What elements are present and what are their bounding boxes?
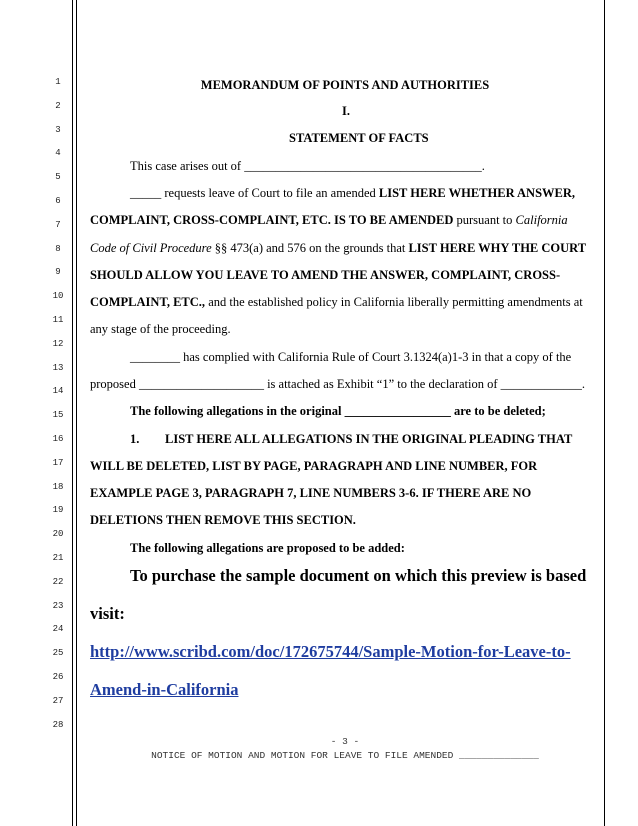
policy-text: and the established policy in California liberally permitting amendments at	[205, 295, 583, 309]
scribd-link-line-1[interactable]: http://www.scribd.com/doc/172675744/Sample-Motion-for-Leave-to-	[90, 642, 571, 661]
line-number: 12	[52, 338, 64, 349]
statute-sections: §§ 473(a) and 576 on the grounds that	[211, 241, 409, 255]
footer-page-number: - 3 -	[330, 736, 360, 747]
line-number: 7	[55, 219, 61, 230]
line-number: 10	[52, 291, 64, 302]
line-number: 9	[55, 267, 61, 278]
section-numeral: I.	[342, 104, 350, 118]
left-margin-rule-outer	[72, 0, 73, 826]
reason-placeholder-end: COMPLAINT, ETC.,	[90, 295, 206, 309]
right-margin-rule	[604, 0, 605, 826]
line-number: 5	[55, 172, 61, 183]
allegation-line-1: LIST HERE ALL ALLEGATIONS IN THE ORIGINAL PLEADING THAT	[165, 432, 573, 446]
section-heading: STATEMENT OF FACTS	[289, 131, 429, 145]
request-text-2: pursuant to	[453, 213, 516, 227]
paragraph-request-line-4: SHOULD ALLOW YOU LEAVE TO AMEND THE ANSWER, COMPLAINT, CROSS-	[90, 268, 561, 282]
line-number: 3	[55, 124, 61, 135]
line-number: 4	[55, 148, 61, 159]
line-number: 23	[52, 600, 64, 611]
line-number: 22	[52, 576, 64, 587]
paragraph-request-line-6: any stage of the proceeding.	[90, 322, 231, 336]
paragraph-request-line-3	[90, 240, 586, 256]
line-number: 25	[52, 648, 64, 659]
line-number: 11	[52, 315, 64, 325]
deleted-heading-text: The following allegations in the original	[130, 404, 345, 418]
code-citation-end: Code of Civil Procedure	[90, 241, 212, 255]
memo-title: MEMORANDUM OF POINTS AND AUTHORITIES	[200, 78, 490, 92]
paragraph-request-line-5	[90, 294, 583, 310]
line-number: 6	[55, 196, 61, 206]
line-number: 18	[52, 481, 64, 492]
left-margin-rule-inner	[76, 0, 77, 826]
line-number: 21	[52, 553, 64, 563]
allegation-line-2: WILL BE DELETED, LIST BY PAGE, PARAGRAPH AND LINE NUMBER, FOR	[90, 459, 538, 473]
paragraph-request-line-2	[90, 212, 568, 228]
reason-placeholder: LIST HERE WHY THE COURT	[408, 241, 587, 255]
line-number: 24	[52, 624, 64, 635]
line-number: 13	[52, 362, 64, 373]
deleted-heading-blank: _________________	[344, 404, 451, 418]
line-number: 17	[52, 457, 64, 468]
paragraph-intro: This case arises out of ______________________________________.	[130, 159, 485, 173]
deleted-heading-end: are to be deleted;	[450, 404, 546, 418]
line-number: 27	[52, 695, 64, 706]
added-allegations-heading: The following allegations are proposed to be added:	[130, 541, 405, 555]
promo-line-1: To purchase the sample document on which this preview is based	[130, 566, 587, 585]
request-bold: COMPLAINT, CROSS-COMPLAINT, ETC. IS TO BE AMENDED	[90, 213, 454, 227]
scribd-link-line-2[interactable]: Amend-in-California	[90, 680, 239, 699]
promo-line-2: visit:	[90, 604, 125, 623]
line-number: 15	[52, 410, 64, 421]
request-text: _____ requests leave of Court to file an amended	[130, 186, 379, 200]
paragraph-compliance-line-2: proposed ____________________ is attached as Exhibit “1” to the declaration of _____________.	[90, 377, 586, 391]
request-placeholder: LIST HERE WHETHER ANSWER,	[378, 186, 576, 200]
allegation-line-4: DELETIONS THEN REMOVE THIS SECTION.	[90, 513, 356, 527]
line-number: 26	[52, 672, 64, 682]
code-citation-start: California	[515, 213, 568, 227]
line-number: 28	[52, 719, 64, 730]
footer-caption: NOTICE OF MOTION AND MOTION FOR LEAVE TO FILE AMENDED ______________	[151, 750, 539, 761]
deleted-allegations-heading	[130, 403, 546, 419]
line-number: 2	[55, 100, 61, 111]
allegation-line-3: EXAMPLE PAGE 3, PARAGRAPH 7, LINE NUMBERS 3-6. IF THERE ARE NO	[90, 486, 532, 500]
line-number: 16	[52, 434, 64, 444]
line-number: 14	[52, 386, 64, 397]
line-number: 20	[52, 529, 64, 540]
line-number: 8	[55, 243, 61, 254]
paragraph-compliance-line-1: ________ has complied with California Rule of Court 3.1324(a)1-3 in that a copy of the	[130, 350, 572, 364]
paragraph-request-line-1	[130, 185, 575, 201]
allegation-number: 1.	[130, 432, 140, 446]
line-number: 1	[55, 77, 61, 87]
line-number: 19	[52, 505, 64, 516]
